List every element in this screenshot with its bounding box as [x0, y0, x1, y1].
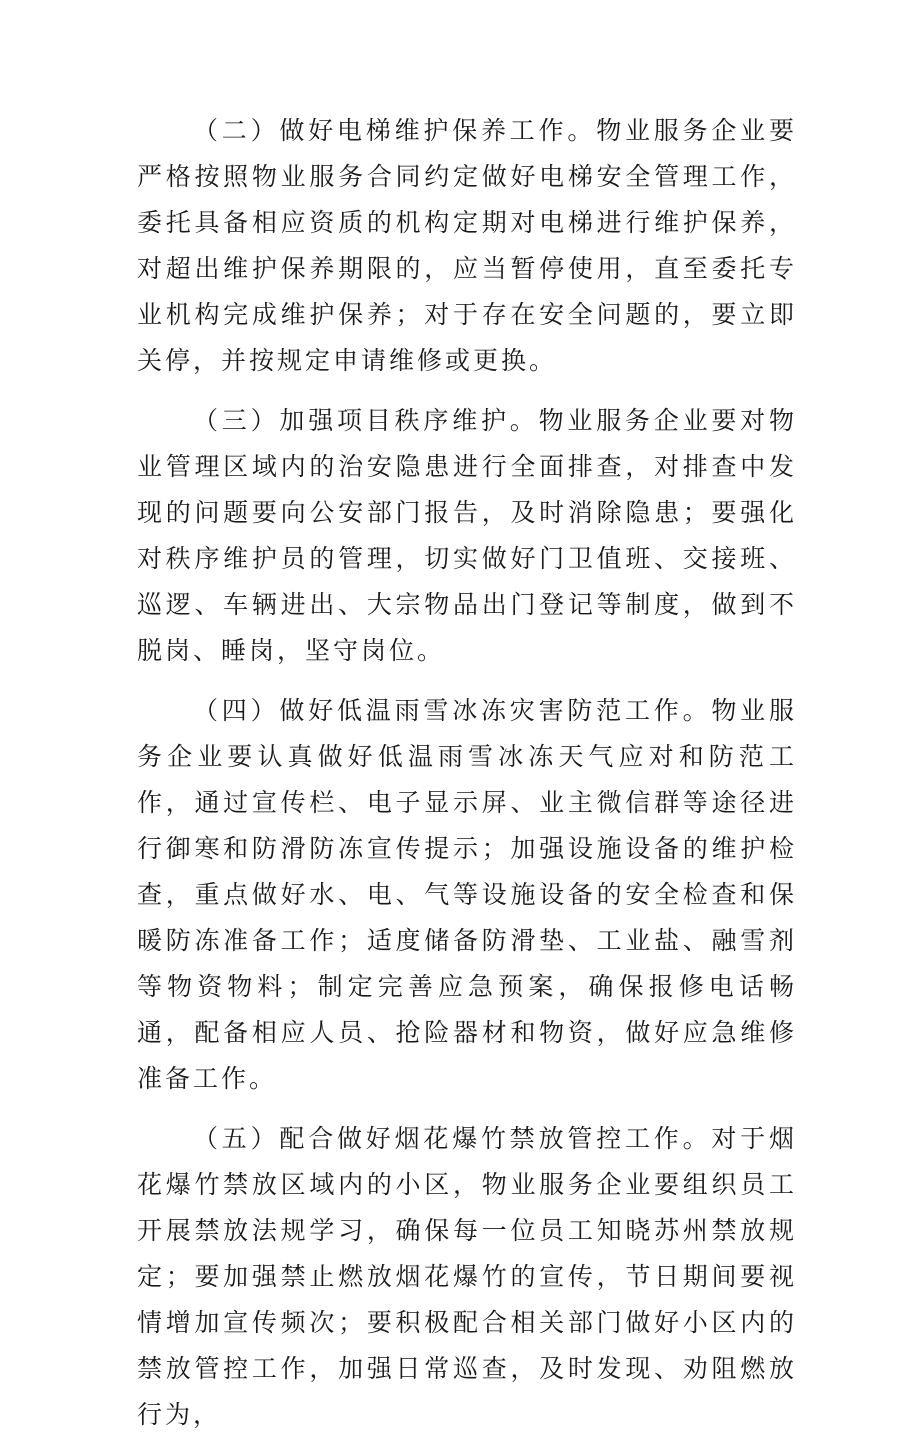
paragraph-elevator-maintenance: （二）做好电梯维护保养工作。物业服务企业要严格按照物业服务合同约定做好电梯安全管理工作，委托具备相应资质的机构定期对电梯进行维护保养，对超出维护保养期限的，应当暂停使用，直至委托专业机构完成维护保养；对于存在安全问题的，要立即关停，并按规定申请维修或更换。 [137, 116, 797, 375]
paragraph-firework-control: （五）配合做好烟花爆竹禁放管控工作。对于烟花爆竹禁放区域内的小区，物业服务企业要组织员工开展禁放法规学习，确保每一位员工知晓苏州禁放规定；要加强禁止燃放烟花爆竹的宣传，节日期间要视情增加宣传频次；要积极配合相关部门做好小区内的禁放管控工作，加强日常巡查，及时发现、劝阻燃放行为， [137, 1124, 797, 1429]
document-body [137, 108, 797, 1452]
paragraph-order-maintenance: （三）加强项目秩序维护。物业服务企业要对物业管理区域内的治安隐患进行全面排查，对排查中发现的问题要向公安部门报告，及时消除隐患；要强化对秩序维护员的管理，切实做好门卫值班、交接班、巡逻、车辆进出、大宗物品出门登记等制度，做到不脱岗、睡岗，坚守岗位。 [137, 406, 797, 665]
paragraph-freeze-prevention: （四）做好低温雨雪冰冻灾害防范工作。物业服务企业要认真做好低温雨雪冰冻天气应对和防范工作，通过宣传栏、电子显示屏、业主微信群等途径进行御寒和防滑防冻宣传提示；加强设施设备的维护检查，重点做好水、电、气等设施设备的安全检查和保暖防冻准备工作；适度储备防滑垫、工业盐、融雪剂等物资物料；制定完善应急预案，确保报修电话畅通，配备相应人员、抢险器材和物资，做好应急维修准备工作。 [137, 696, 797, 1093]
